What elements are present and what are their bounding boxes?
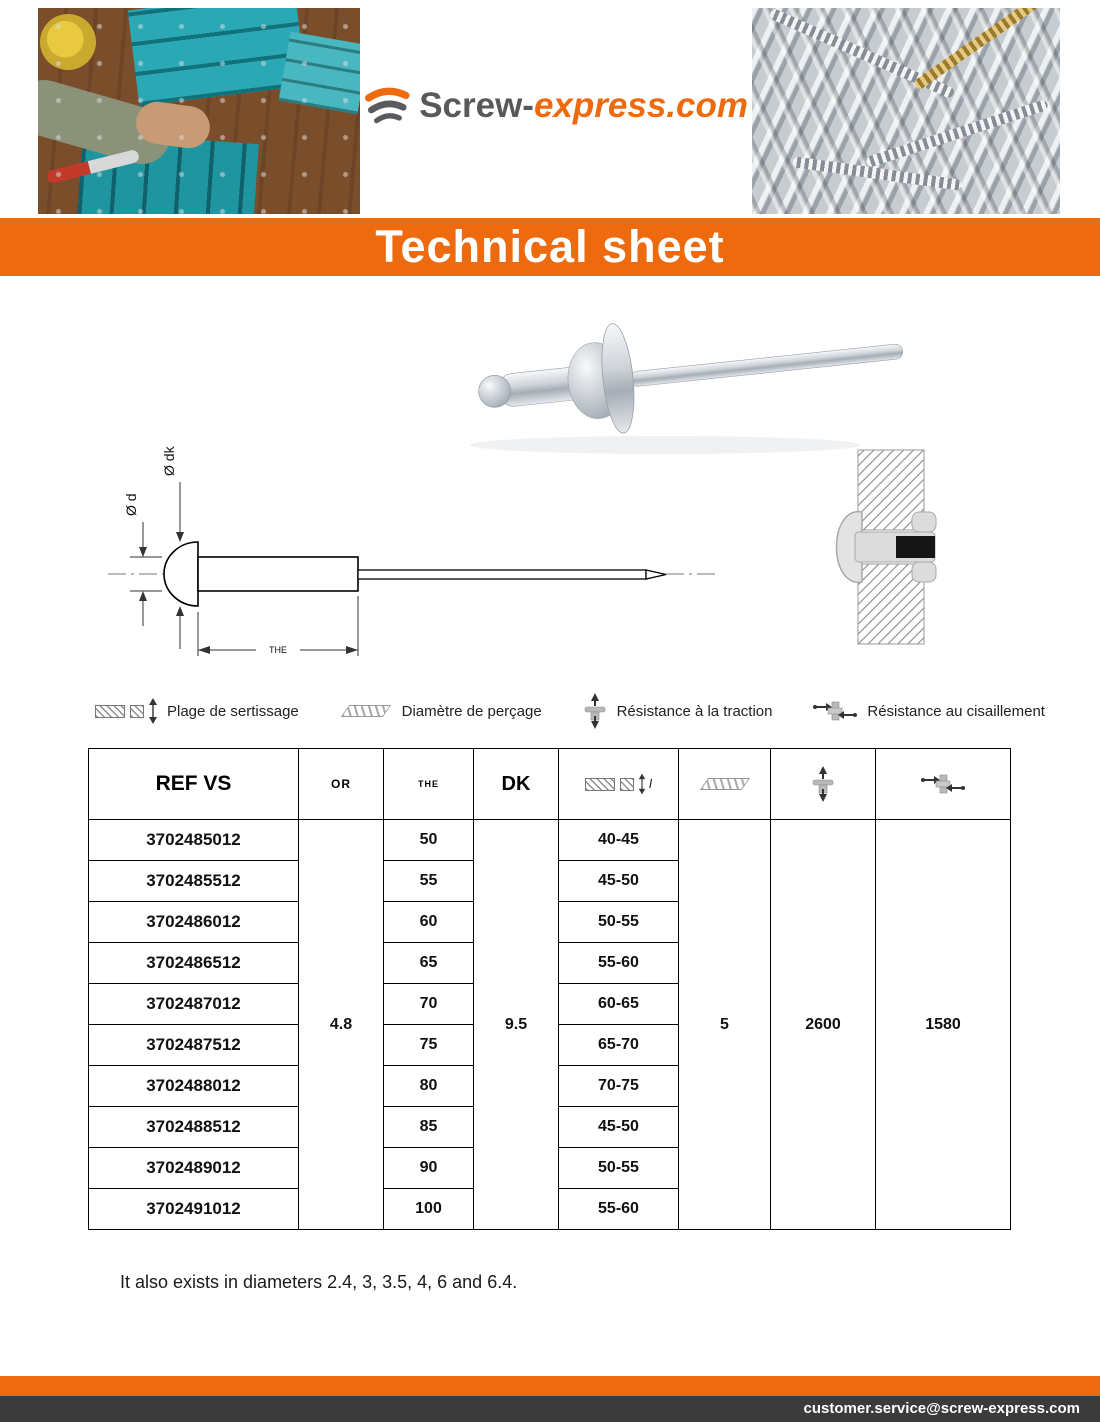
table-header-row [89, 749, 1011, 820]
crimp-cell: 55-60 [559, 943, 679, 984]
crimp-cell: 45-50 [559, 861, 679, 902]
legend-drill-diameter [339, 703, 542, 720]
ref-cell: 3702487512 [89, 1025, 299, 1066]
col-header-drill-diameter [679, 749, 771, 820]
label-diameter-d: Ø d [123, 493, 139, 516]
the-cell: 70 [384, 984, 474, 1025]
ref-cell: 3702486512 [89, 943, 299, 984]
crimp-cell: 50-55 [559, 1148, 679, 1189]
screw [865, 99, 1049, 168]
col-header-the: THE [384, 749, 474, 820]
tensile-strength-icon [771, 766, 875, 802]
legend-label: Diamètre de perçage [401, 702, 542, 720]
crimp-cell: 70-75 [559, 1066, 679, 1107]
legend-label: Plage de sertissage [167, 702, 299, 720]
parts-organizer-box [279, 32, 360, 115]
rivet-head [164, 542, 198, 606]
rivet-flange-bottom [912, 562, 936, 582]
the-cell: 50 [384, 820, 474, 861]
the-cell: 55 [384, 861, 474, 902]
logo-swoosh-icon [362, 74, 411, 138]
legend-label: Résistance au cisaillement [867, 702, 1045, 720]
photo-workbench [38, 8, 360, 214]
drill-merged-cell: 5 [679, 820, 771, 1230]
rivet-flange-top [912, 512, 936, 532]
crimp-cell: 65-70 [559, 1025, 679, 1066]
crimp-cell: 60-65 [559, 984, 679, 1025]
shear-merged-cell: 1580 [876, 820, 1011, 1230]
photo-screw-pile [752, 8, 1060, 214]
contact-email: customer.service@screw-express.com [803, 1400, 1080, 1417]
drill-diameter-icon [679, 778, 770, 790]
legend-label: Résistance à la traction [616, 702, 773, 720]
ref-cell: 3702487012 [89, 984, 299, 1025]
col-header-dk: DK [474, 749, 559, 820]
rivet-mandrel [358, 570, 646, 579]
col-header-tensile [771, 749, 876, 820]
installed-rivet-diagram [800, 444, 950, 649]
tape-measure [40, 14, 96, 70]
hand [133, 99, 212, 151]
shear-strength-icon [876, 773, 1010, 795]
parts-tray [77, 132, 259, 214]
the-cell: 75 [384, 1025, 474, 1066]
crimp-range-icon [95, 698, 158, 724]
ref-cell: 3702488512 [89, 1107, 299, 1148]
dk-merged-cell: 9.5 [474, 820, 559, 1230]
crimp-cell: 40-45 [559, 820, 679, 861]
footer-bar [0, 1396, 1100, 1422]
drill-diameter-icon [339, 705, 393, 717]
ref-cell: 3702489012 [89, 1148, 299, 1189]
col-header-or: OR [299, 749, 384, 820]
footer-orange-bar [0, 1376, 1100, 1396]
page-title: Technical sheet [375, 221, 725, 272]
label-the: THE [269, 645, 287, 655]
legend-tensile-strength [582, 693, 773, 729]
tensile-merged-cell: 2600 [771, 820, 876, 1230]
col-header-ref: REF VS [89, 749, 299, 820]
footnote: It also exists in diameters 2.4, 3, 3.5, 4, 6 and 6.4. [120, 1272, 518, 1292]
spec-table [88, 748, 1011, 1230]
parts-organizer-box [128, 8, 306, 106]
col-header-crimp-range [559, 749, 679, 820]
screw-brass [912, 8, 1041, 91]
legend-shear-strength [812, 700, 1045, 722]
rivet-body [198, 557, 358, 591]
tensile-strength-icon [582, 693, 608, 729]
the-cell: 85 [384, 1107, 474, 1148]
crimp-cell: 50-55 [559, 902, 679, 943]
col-header-shear [876, 749, 1011, 820]
crimp-cell: 45-50 [559, 1107, 679, 1148]
the-cell: 80 [384, 1066, 474, 1107]
crimp-cell: 55-60 [559, 1189, 679, 1230]
mandrel-tip [646, 570, 666, 579]
the-cell: 100 [384, 1189, 474, 1230]
logo-text [419, 86, 748, 126]
legend-crimp-range [95, 698, 299, 724]
rivet-dimension-drawing [88, 424, 728, 679]
the-cell: 65 [384, 943, 474, 984]
legend [95, 692, 1045, 730]
logo-text-screw: Screw- [419, 86, 534, 125]
arm-sleeve [38, 73, 177, 170]
crimp-range-icon [559, 773, 678, 795]
table-row [89, 820, 1011, 861]
ref-cell: 3702486012 [89, 902, 299, 943]
label-diameter-dk: Ø dk [161, 446, 177, 476]
shear-strength-icon [812, 700, 858, 722]
ref-cell: 3702491012 [89, 1189, 299, 1230]
logo [362, 58, 748, 154]
ref-cell: 3702485512 [89, 861, 299, 902]
the-cell: 90 [384, 1148, 474, 1189]
ref-cell: 3702488012 [89, 1066, 299, 1107]
ref-cell: 3702485012 [89, 820, 299, 861]
or-merged-cell: 4.8 [299, 820, 384, 1230]
mandrel-remnant [896, 536, 935, 558]
the-cell: 60 [384, 902, 474, 943]
screwdriver [46, 149, 140, 184]
crimp-length-label: l [649, 777, 652, 791]
title-banner [0, 218, 1100, 276]
screw [768, 8, 955, 99]
logo-text-express: express.com [533, 86, 748, 125]
